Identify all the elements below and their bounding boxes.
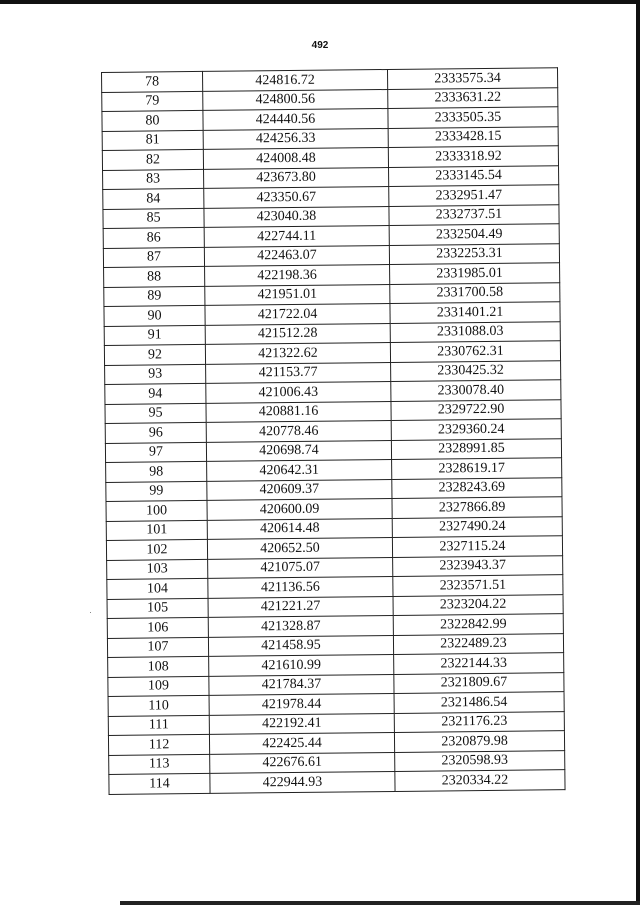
point-number-cell: 104 bbox=[107, 578, 208, 599]
point-number-cell: 110 bbox=[108, 695, 209, 716]
x-coordinate-cell: 420614.48 bbox=[207, 518, 392, 539]
y-coordinate-cell: 2332951.47 bbox=[389, 185, 559, 206]
y-coordinate-cell: 2322144.33 bbox=[394, 653, 564, 674]
point-number-cell: 88 bbox=[104, 266, 205, 287]
y-coordinate-cell: 2330425.32 bbox=[391, 360, 561, 381]
y-coordinate-cell: 2328243.69 bbox=[392, 477, 562, 498]
y-coordinate-cell: 2320598.93 bbox=[395, 750, 565, 771]
x-coordinate-cell: 422676.61 bbox=[210, 752, 395, 773]
x-coordinate-cell: 424440.56 bbox=[203, 108, 388, 129]
x-coordinate-cell: 420698.74 bbox=[206, 440, 391, 461]
y-coordinate-cell: 2329360.24 bbox=[391, 419, 561, 440]
point-number-cell: 89 bbox=[104, 286, 205, 307]
point-number-cell: 78 bbox=[102, 71, 203, 92]
y-coordinate-cell: 2320879.98 bbox=[394, 731, 564, 752]
y-coordinate-cell: 2331985.01 bbox=[390, 263, 560, 284]
y-coordinate-cell: 2323204.22 bbox=[393, 594, 563, 615]
table-row bbox=[109, 770, 565, 794]
point-number-cell: 106 bbox=[107, 617, 208, 638]
point-number-cell: 82 bbox=[102, 149, 203, 170]
x-coordinate-cell: 421322.62 bbox=[205, 342, 390, 363]
y-coordinate-cell: 2323571.51 bbox=[393, 575, 563, 596]
scan-edge-right bbox=[636, 0, 640, 905]
page-number: 492 bbox=[311, 40, 329, 51]
point-number-cell: 81 bbox=[102, 130, 203, 151]
point-number-cell: 86 bbox=[103, 227, 204, 248]
y-coordinate-cell: 2327866.89 bbox=[392, 497, 562, 518]
x-coordinate-cell: 421328.87 bbox=[208, 615, 393, 636]
point-number-cell: 96 bbox=[105, 422, 206, 443]
x-coordinate-cell: 422425.44 bbox=[209, 732, 394, 753]
y-coordinate-cell: 2333631.22 bbox=[388, 87, 558, 108]
point-number-cell: 95 bbox=[105, 403, 206, 424]
x-coordinate-cell: 421075.07 bbox=[208, 557, 393, 578]
point-number-cell: 80 bbox=[102, 110, 203, 131]
x-coordinate-cell: 421006.43 bbox=[206, 381, 391, 402]
y-coordinate-cell: 2321809.67 bbox=[394, 672, 564, 693]
x-coordinate-cell: 421722.04 bbox=[205, 303, 390, 324]
x-coordinate-cell: 420609.37 bbox=[207, 479, 392, 500]
point-number-cell: 105 bbox=[107, 598, 208, 619]
x-coordinate-cell: 420881.16 bbox=[206, 401, 391, 422]
y-coordinate-cell: 2321176.23 bbox=[394, 711, 564, 732]
point-number-cell: 100 bbox=[106, 500, 207, 521]
coordinate-table bbox=[101, 67, 566, 794]
point-number-cell: 99 bbox=[106, 481, 207, 502]
y-coordinate-cell: 2321486.54 bbox=[394, 692, 564, 713]
y-coordinate-cell: 2323943.37 bbox=[393, 555, 563, 576]
point-number-cell: 97 bbox=[105, 442, 206, 463]
x-coordinate-cell: 423040.38 bbox=[204, 206, 389, 227]
y-coordinate-cell: 2320334.22 bbox=[395, 770, 565, 791]
y-coordinate-cell: 2333428.15 bbox=[388, 126, 558, 147]
y-coordinate-cell: 2333505.35 bbox=[388, 107, 558, 128]
x-coordinate-cell: 421784.37 bbox=[209, 674, 394, 695]
point-number-cell: 92 bbox=[104, 344, 205, 365]
point-number-cell: 102 bbox=[106, 539, 207, 560]
x-coordinate-cell: 421153.77 bbox=[206, 362, 391, 383]
point-number-cell: 112 bbox=[108, 734, 209, 755]
y-coordinate-cell: 2331401.21 bbox=[390, 302, 560, 323]
y-coordinate-cell: 2327490.24 bbox=[392, 516, 562, 537]
y-coordinate-cell: 2328991.85 bbox=[391, 438, 561, 459]
point-number-cell: 83 bbox=[103, 169, 204, 190]
x-coordinate-cell: 421610.99 bbox=[209, 654, 394, 675]
x-coordinate-cell: 424008.48 bbox=[203, 147, 388, 168]
x-coordinate-cell: 421458.95 bbox=[208, 635, 393, 656]
scan-edge-bottom bbox=[120, 901, 640, 905]
point-number-cell: 94 bbox=[105, 383, 206, 404]
y-coordinate-cell: 2322489.23 bbox=[393, 633, 563, 654]
point-number-cell: 111 bbox=[108, 715, 209, 736]
x-coordinate-cell: 421978.44 bbox=[209, 693, 394, 714]
point-number-cell: 98 bbox=[106, 461, 207, 482]
coordinate-table-body bbox=[102, 68, 566, 794]
point-number-cell: 93 bbox=[105, 364, 206, 385]
x-coordinate-cell: 422744.11 bbox=[204, 225, 389, 246]
point-number-cell: 79 bbox=[102, 91, 203, 112]
y-coordinate-cell: 2331088.03 bbox=[390, 321, 560, 342]
point-number-cell: 114 bbox=[109, 773, 210, 794]
y-coordinate-cell: 2322842.99 bbox=[393, 614, 563, 635]
scan-speck bbox=[90, 612, 91, 613]
y-coordinate-cell: 2332737.51 bbox=[389, 204, 559, 225]
point-number-cell: 84 bbox=[103, 188, 204, 209]
y-coordinate-cell: 2330078.40 bbox=[391, 380, 561, 401]
scan-edge-top bbox=[0, 0, 640, 4]
y-coordinate-cell: 2327115.24 bbox=[392, 536, 562, 557]
x-coordinate-cell: 420600.09 bbox=[207, 498, 392, 519]
point-number-cell: 91 bbox=[104, 325, 205, 346]
x-coordinate-cell: 423350.67 bbox=[204, 186, 389, 207]
x-coordinate-cell: 422198.36 bbox=[205, 264, 390, 285]
y-coordinate-cell: 2328619.17 bbox=[392, 458, 562, 479]
y-coordinate-cell: 2332253.31 bbox=[389, 243, 559, 264]
x-coordinate-cell: 424800.56 bbox=[203, 89, 388, 110]
x-coordinate-cell: 420642.31 bbox=[207, 459, 392, 480]
x-coordinate-cell: 421512.28 bbox=[205, 323, 390, 344]
point-number-cell: 103 bbox=[107, 559, 208, 580]
y-coordinate-cell: 2329722.90 bbox=[391, 399, 561, 420]
x-coordinate-cell: 421951.01 bbox=[205, 284, 390, 305]
x-coordinate-cell: 423673.80 bbox=[204, 167, 389, 188]
point-number-cell: 113 bbox=[109, 754, 210, 775]
y-coordinate-cell: 2333575.34 bbox=[387, 68, 557, 89]
x-coordinate-cell: 422463.07 bbox=[204, 245, 389, 266]
y-coordinate-cell: 2330762.31 bbox=[390, 341, 560, 362]
x-coordinate-cell: 421136.56 bbox=[208, 576, 393, 597]
y-coordinate-cell: 2333145.54 bbox=[389, 165, 559, 186]
point-number-cell: 107 bbox=[107, 637, 208, 658]
x-coordinate-cell: 424256.33 bbox=[203, 128, 388, 149]
point-number-cell: 85 bbox=[103, 208, 204, 229]
x-coordinate-cell: 421221.27 bbox=[208, 596, 393, 617]
y-coordinate-cell: 2333318.92 bbox=[388, 146, 558, 167]
point-number-cell: 87 bbox=[103, 247, 204, 268]
x-coordinate-cell: 424816.72 bbox=[202, 69, 387, 90]
coordinate-table-container bbox=[101, 67, 564, 794]
x-coordinate-cell: 420652.50 bbox=[207, 537, 392, 558]
point-number-cell: 101 bbox=[106, 520, 207, 541]
point-number-cell: 108 bbox=[108, 656, 209, 677]
x-coordinate-cell: 420778.46 bbox=[206, 420, 391, 441]
point-number-cell: 109 bbox=[108, 676, 209, 697]
x-coordinate-cell: 422192.41 bbox=[209, 713, 394, 734]
x-coordinate-cell: 422944.93 bbox=[210, 771, 395, 792]
y-coordinate-cell: 2331700.58 bbox=[390, 282, 560, 303]
y-coordinate-cell: 2332504.49 bbox=[389, 224, 559, 245]
point-number-cell: 90 bbox=[104, 305, 205, 326]
